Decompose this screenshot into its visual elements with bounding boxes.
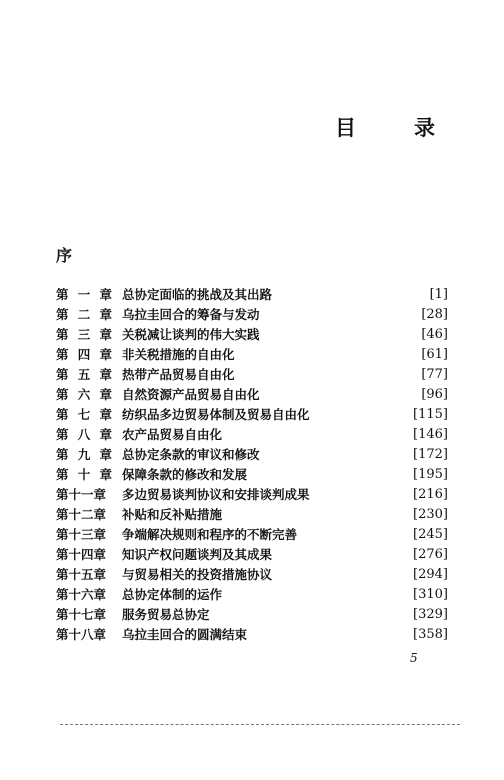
chapter-label-part: 第十一章	[56, 487, 107, 502]
chapter-label-part: 第十七章	[56, 607, 107, 622]
chapter-label-part: 第	[56, 467, 69, 482]
chapter-title: 总协定条款的审议和修改	[122, 447, 260, 462]
chapter-label-part: 四	[77, 347, 91, 362]
toc-entry	[56, 285, 448, 305]
chapter-page-number: [28]	[421, 307, 448, 322]
chapter-label	[56, 545, 112, 565]
chapter-title: 热带产品贸易自由化	[122, 367, 235, 382]
chapter-label-part: 七	[77, 407, 91, 422]
chapter-page-number: [61]	[421, 347, 448, 362]
chapter-label	[56, 405, 112, 425]
chapter-page-number: [195]	[413, 467, 448, 482]
toc-entry	[56, 405, 448, 425]
chapter-page-number: [276]	[413, 547, 448, 562]
chapter-title: 与贸易相关的投资措施协议	[122, 567, 273, 582]
bottom-rule	[60, 724, 460, 725]
chapter-page-number: [172]	[413, 447, 448, 462]
page-title-char: 录	[414, 115, 435, 140]
chapter-label	[56, 425, 112, 445]
chapter-page-number: [96]	[421, 387, 448, 402]
toc-entry	[56, 505, 448, 525]
toc-entry	[56, 485, 448, 505]
chapter-label-part: 八	[77, 427, 91, 442]
chapter-label-part: 章	[99, 287, 112, 302]
chapter-label-part: 第	[56, 367, 69, 382]
preface-heading: 序	[56, 246, 73, 265]
chapter-title: 服务贸易总协定	[122, 607, 210, 622]
chapter-page-number: [115]	[413, 407, 448, 422]
chapter-label	[56, 605, 112, 625]
chapter-title: 自然资源产品贸易自由化	[122, 387, 260, 402]
chapter-label-part: 章	[99, 387, 112, 402]
chapter-label	[56, 345, 112, 365]
chapter-label	[56, 585, 112, 605]
chapter-label-part: 一	[77, 287, 91, 302]
chapter-label-part: 第	[56, 447, 69, 462]
chapter-label-part: 六	[77, 387, 91, 402]
chapter-label-part: 第	[56, 407, 69, 422]
chapter-title: 补贴和反补贴措施	[122, 507, 223, 522]
chapter-label-part: 章	[99, 367, 112, 382]
chapter-label-part: 章	[99, 307, 112, 322]
chapter-label	[56, 445, 112, 465]
toc-entry	[56, 525, 448, 545]
chapter-page-number: [310]	[413, 587, 448, 602]
chapter-label-part: 第	[56, 327, 69, 342]
chapter-label-part: 章	[99, 447, 112, 462]
chapter-label-part: 章	[99, 427, 112, 442]
chapter-label	[56, 565, 112, 585]
chapter-label-part: 十	[77, 467, 91, 482]
chapter-title: 乌拉圭回合的圆满结束	[122, 627, 248, 642]
chapter-title: 农产品贸易自由化	[122, 427, 223, 442]
chapter-label-part: 第	[56, 427, 69, 442]
chapter-title: 知识产权问题谈判及其成果	[122, 547, 273, 562]
chapter-title: 非关税措施的自由化	[122, 347, 235, 362]
chapter-label-part: 第十四章	[56, 547, 107, 562]
chapter-label-part: 第十五章	[56, 567, 107, 582]
chapter-label	[56, 285, 112, 305]
toc-entry	[56, 305, 448, 325]
page-title-char: 目	[335, 115, 356, 140]
chapter-label-part: 第十三章	[56, 527, 107, 542]
chapter-label-part: 九	[77, 447, 91, 462]
toc-entry	[56, 565, 448, 585]
toc-entry	[56, 325, 448, 345]
chapter-title: 总协定体制的运作	[122, 587, 223, 602]
chapter-page-number: [216]	[413, 487, 448, 502]
toc-entry	[56, 585, 448, 605]
chapter-title: 总协定面临的挑战及其出路	[122, 287, 273, 302]
toc-entry	[56, 625, 448, 645]
chapter-label-part: 章	[99, 347, 112, 362]
chapter-label	[56, 465, 112, 485]
chapter-page-number: [230]	[413, 507, 448, 522]
toc-entry	[56, 605, 448, 625]
chapter-label-part: 三	[77, 327, 91, 342]
chapter-page-number: [329]	[413, 607, 448, 622]
toc-entry	[56, 545, 448, 565]
chapter-title: 关税减让谈判的伟大实践	[122, 327, 260, 342]
chapter-page-number: [77]	[421, 367, 448, 382]
chapter-label-part: 第十二章	[56, 507, 107, 522]
toc-entry	[56, 445, 448, 465]
chapter-label	[56, 305, 112, 325]
chapter-label-part: 第	[56, 307, 69, 322]
chapter-label-part: 第	[56, 347, 69, 362]
chapter-label	[56, 525, 112, 545]
chapter-label-part: 章	[99, 327, 112, 342]
chapter-label-part: 第	[56, 387, 69, 402]
chapter-page-number: [1]	[429, 287, 448, 302]
chapter-page-number: [245]	[413, 527, 448, 542]
chapter-label-part: 五	[77, 367, 91, 382]
page-title	[335, 116, 435, 140]
table-of-contents	[56, 285, 448, 645]
chapter-title: 保障条款的修改和发展	[122, 467, 248, 482]
chapter-label-part: 二	[77, 307, 91, 322]
chapter-label	[56, 625, 112, 645]
toc-entry	[56, 385, 448, 405]
chapter-label-part: 第十六章	[56, 587, 107, 602]
chapter-label	[56, 365, 112, 385]
chapter-title: 争端解决规则和程序的不断完善	[122, 527, 298, 542]
chapter-title: 多边贸易谈判协议和安排谈判成果	[122, 487, 310, 502]
chapter-page-number: [46]	[421, 327, 448, 342]
chapter-page-number: [358]	[413, 627, 448, 642]
toc-entry	[56, 425, 448, 445]
chapter-label-part: 第十八章	[56, 627, 107, 642]
chapter-title: 乌拉圭回合的筹备与发动	[122, 307, 260, 322]
chapter-label-part: 章	[99, 407, 112, 422]
chapter-label	[56, 385, 112, 405]
chapter-title: 纺织品多边贸易体制及贸易自由化	[122, 407, 310, 422]
chapter-page-number: [146]	[413, 427, 448, 442]
toc-entry	[56, 345, 448, 365]
chapter-label	[56, 325, 112, 345]
toc-entry	[56, 365, 448, 385]
chapter-label-part: 第	[56, 287, 69, 302]
toc-entry	[56, 465, 448, 485]
chapter-label	[56, 505, 112, 525]
chapter-page-number: [294]	[413, 567, 448, 582]
page-number: 5	[410, 651, 418, 665]
chapter-label	[56, 485, 112, 505]
chapter-label-part: 章	[99, 467, 112, 482]
